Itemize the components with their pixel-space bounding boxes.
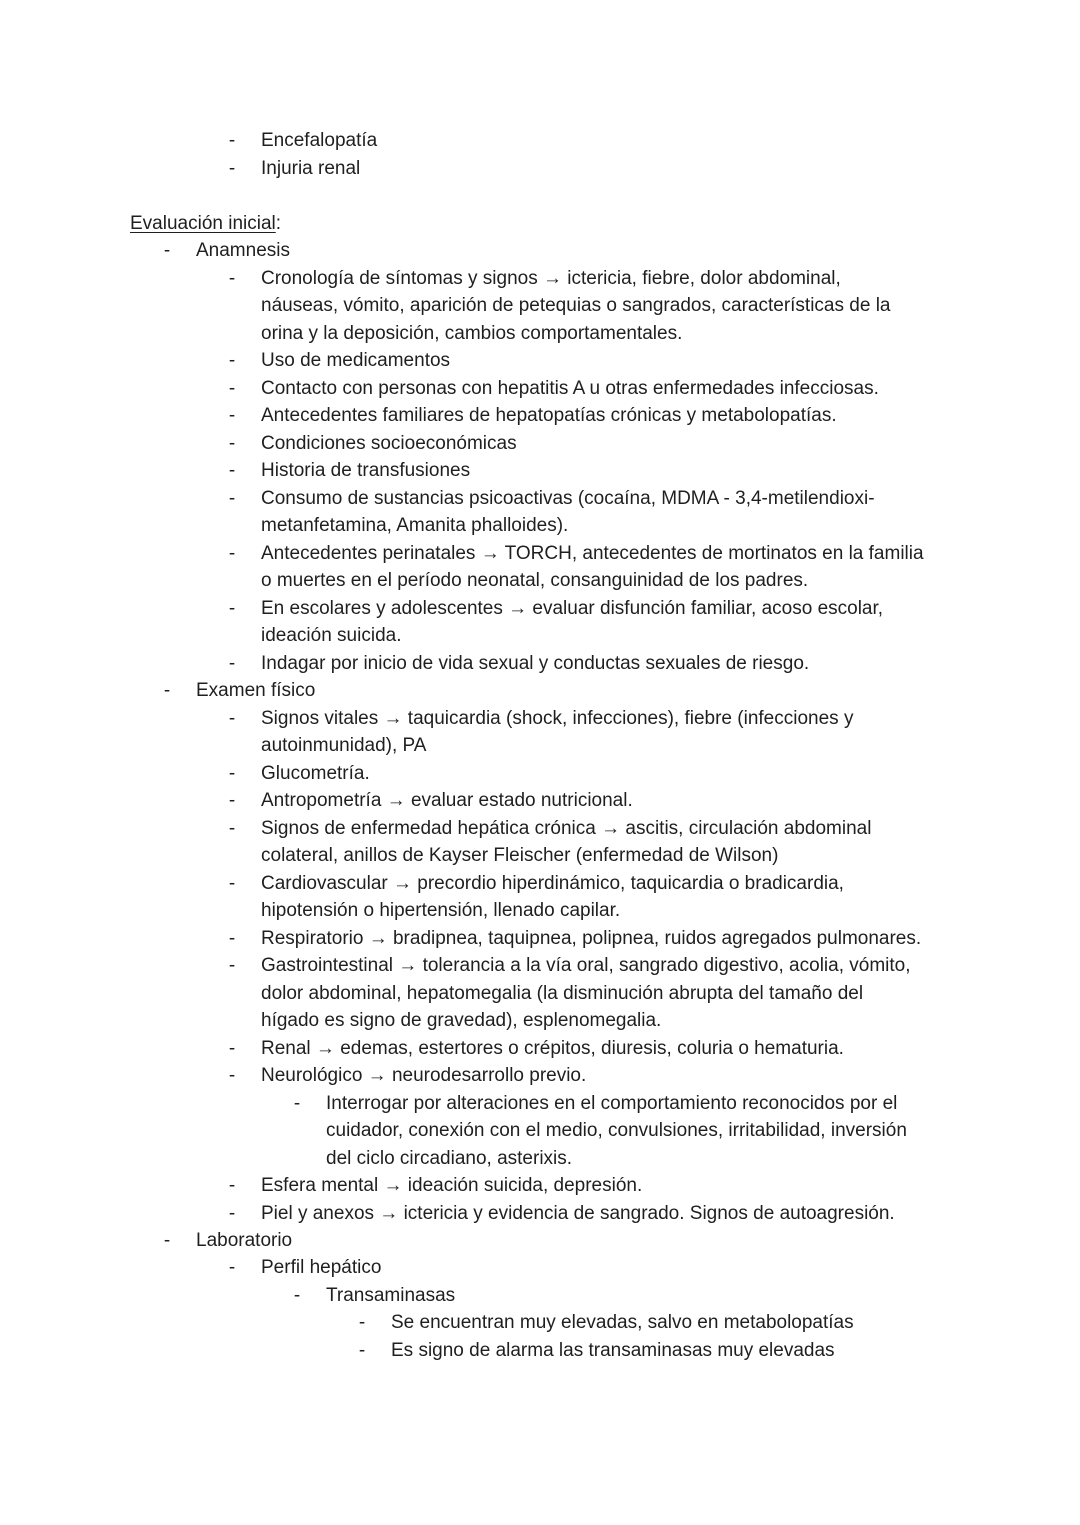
list-item-text: o muertes en el período neonatal, consanguinidad de los padres. xyxy=(261,570,809,591)
list-item-text: Respiratorio → bradipnea, taquipnea, polipnea, ruidos agregados pulmonares. xyxy=(261,928,922,949)
heading-colon: : xyxy=(275,213,282,234)
list-item-text: Piel y anexos → ictericia y evidencia de sangrado. Signos de autoagresión. xyxy=(261,1203,895,1224)
bullet-dash: - xyxy=(358,1340,366,1361)
list-item-text: del ciclo circadiano, asterixis. xyxy=(326,1148,573,1169)
bullet-dash: - xyxy=(228,1065,236,1086)
list-item-text: hígado es signo de gravedad), esplenomegalia. xyxy=(261,1010,662,1031)
list-item-text: Examen físico xyxy=(196,680,316,701)
list-item-text: Contacto con personas con hepatitis A u otras enfermedades infecciosas. xyxy=(261,378,879,399)
bullet-dash: - xyxy=(228,543,236,564)
list-item-text: orina y la deposición, cambios comportamentales. xyxy=(261,323,683,344)
list-item-text: Se encuentran muy elevadas, salvo en metabolopatías xyxy=(391,1312,854,1333)
list-item-text: Transaminasas xyxy=(326,1285,456,1306)
list-item-text: Laboratorio xyxy=(196,1230,293,1251)
list-item-text: Indagar por inicio de vida sexual y conductas sexuales de riesgo. xyxy=(261,653,810,674)
bullet-dash: - xyxy=(228,433,236,454)
bullet-dash: - xyxy=(228,790,236,811)
list-item-text: Glucometría. xyxy=(261,763,370,784)
bullet-dash: - xyxy=(163,1230,171,1251)
list-item-text: hipotensión o hipertensión, llenado capilar. xyxy=(261,900,621,921)
bullet-dash: - xyxy=(228,378,236,399)
list-item-text: Es signo de alarma las transaminasas muy elevadas xyxy=(391,1340,835,1361)
bullet-dash: - xyxy=(228,1175,236,1196)
list-item-text: Signos vitales → taquicardia (shock, infecciones), fiebre (infecciones y xyxy=(261,708,854,729)
section-heading-text xyxy=(130,210,281,238)
list-item-text: Encefalopatía xyxy=(261,130,378,151)
list-item-text: Perfil hepático xyxy=(261,1257,382,1278)
list-item-text: Injuria renal xyxy=(261,158,361,179)
bullet-dash: - xyxy=(293,1285,301,1306)
heading-underlined: Evaluación inicial xyxy=(130,213,276,234)
list-item-text: Anamnesis xyxy=(196,240,290,261)
bullet-dash: - xyxy=(228,488,236,509)
list-item-text: Cardiovascular → precordio hiperdinámico, taquicardia o bradicardia, xyxy=(261,873,844,894)
bullet-dash: - xyxy=(228,158,236,179)
bullet-dash: - xyxy=(163,680,171,701)
bullet-dash: - xyxy=(228,1203,236,1224)
list-item-text: Esfera mental → ideación suicida, depresión. xyxy=(261,1175,643,1196)
list-item-text: Antecedentes familiares de hepatopatías crónicas y metabolopatías. xyxy=(261,405,837,426)
list-item-text: autoinmunidad), PA xyxy=(261,735,427,756)
list-item-text: Condiciones socioeconómicas xyxy=(261,433,517,454)
list-item-text: náuseas, vómito, aparición de petequias o sangrados, características de la xyxy=(261,295,891,316)
list-item-text: colateral, anillos de Kayser Fleischer (enfermedad de Wilson) xyxy=(261,845,779,866)
list-item-text: Gastrointestinal → tolerancia a la vía oral, sangrado digestivo, acolia, vómito, xyxy=(261,955,911,976)
bullet-dash: - xyxy=(228,405,236,426)
list-item-text: Antropometría → evaluar estado nutricional. xyxy=(261,790,633,811)
bullet-dash: - xyxy=(228,708,236,729)
list-item-text: Renal → edemas, estertores o crépitos, diuresis, coluria o hematuria. xyxy=(261,1038,844,1059)
bullet-dash: - xyxy=(163,240,171,261)
list-item-text: Antecedentes perinatales → TORCH, antecedentes de mortinatos en la familia xyxy=(261,543,924,564)
bullet-dash: - xyxy=(228,1038,236,1059)
list-item-text: metanfetamina, Amanita phalloides). xyxy=(261,515,569,536)
bullet-dash: - xyxy=(228,955,236,976)
bullet-dash: - xyxy=(228,763,236,784)
bullet-dash: - xyxy=(228,598,236,619)
bullet-dash: - xyxy=(293,1093,301,1114)
list-item-text: En escolares y adolescentes → evaluar disfunción familiar, acoso escolar, xyxy=(261,598,884,619)
bullet-dash: - xyxy=(228,1257,236,1278)
bullet-dash: - xyxy=(228,460,236,481)
bullet-dash: - xyxy=(358,1312,366,1333)
list-item-text: dolor abdominal, hepatomegalia (la disminución abrupta del tamaño del xyxy=(261,983,864,1004)
bullet-dash: - xyxy=(228,928,236,949)
list-item-text: Interrogar por alteraciones en el comportamiento reconocidos por el xyxy=(326,1093,898,1114)
list-item-text: Uso de medicamentos xyxy=(261,350,451,371)
list-item-text: cuidador, conexión con el medio, convulsiones, irritabilidad, inversión xyxy=(326,1120,907,1141)
bullet-dash: - xyxy=(228,873,236,894)
bullet-dash: - xyxy=(228,350,236,371)
bullet-dash: - xyxy=(228,268,236,289)
list-item-text: Historia de transfusiones xyxy=(261,460,471,481)
list-item-text: Signos de enfermedad hepática crónica → ascitis, circulación abdominal xyxy=(261,818,872,839)
list-item-text: Consumo de sustancias psicoactivas (cocaína, MDMA - 3,4-metilendioxi- xyxy=(261,488,875,509)
list-item-text: Neurológico → neurodesarrollo previo. xyxy=(261,1065,587,1086)
list-item-text: ideación suicida. xyxy=(261,625,402,646)
list-item-text: Cronología de síntomas y signos → ictericia, fiebre, dolor abdominal, xyxy=(261,268,841,289)
bullet-dash: - xyxy=(228,653,236,674)
bullet-dash: - xyxy=(228,130,236,151)
bullet-dash: - xyxy=(228,818,236,839)
